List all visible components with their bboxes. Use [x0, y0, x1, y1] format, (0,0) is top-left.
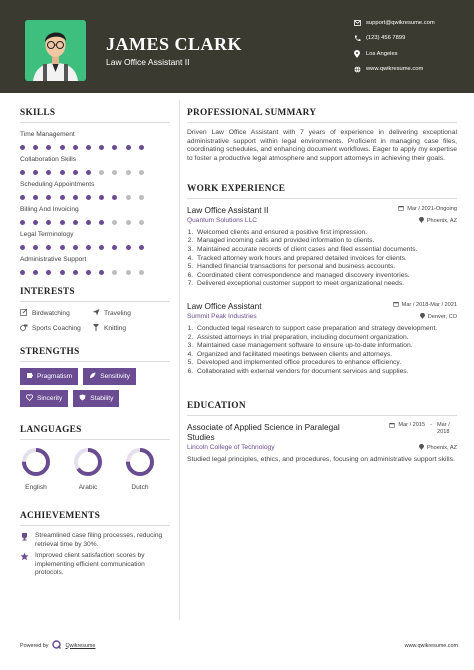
- interest-label: Traveling: [104, 309, 131, 317]
- right-column: [187, 108, 457, 464]
- skill-rating: [20, 266, 170, 279]
- rating-dot-empty: [126, 220, 131, 225]
- calendar-icon: [393, 301, 399, 309]
- job-bullet: 4. Tracked attorney work hours and prepared detailed invoices for clients.: [195, 255, 457, 264]
- rating-dot-filled: [99, 270, 104, 275]
- trophy-icon: [20, 532, 29, 549]
- job-bullet: 2. Assisted attorneys in trial preparation, including document organization.: [195, 334, 457, 343]
- yarn-icon: [92, 323, 100, 333]
- whistle-icon: [20, 323, 28, 333]
- strength-label: Stability: [90, 395, 114, 402]
- rating-dot-filled: [73, 170, 78, 175]
- rating-dot-filled: [86, 195, 91, 200]
- job-bullet: 7. Delivered exceptional customer support to meet organizational needs.: [195, 280, 457, 289]
- rating-dot-filled: [46, 245, 51, 250]
- rating-dot-filled: [86, 145, 91, 150]
- language-label: Dutch: [131, 484, 149, 491]
- footer: [20, 640, 458, 651]
- job-company: Summit Peak Industries: [187, 312, 257, 320]
- rating-dot-filled: [99, 195, 104, 200]
- resume-header: [0, 0, 474, 93]
- education-heading: EDUCATION: [187, 400, 246, 411]
- calendar-icon: [389, 422, 395, 430]
- summary-text: Driven Law Office Assistant with 7 years of experience in delivering exceptional administrative support within legal environments. Proficient in managing case files, coordinating schedules, and enhancing document workflows. Eager to apply my expertise to foster a productive legal atmosphere and support attorneys in achieving their goals.: [187, 129, 457, 163]
- interest-label: Knitting: [104, 324, 126, 332]
- rating-dot-filled: [73, 220, 78, 225]
- column-divider: [179, 100, 180, 620]
- strength-tag: [83, 368, 136, 385]
- rating-dot-filled: [20, 170, 25, 175]
- rating-dot-filled: [20, 270, 25, 275]
- rating-dot-empty: [112, 270, 117, 275]
- candidate-name: JAMES CLARK: [106, 34, 243, 54]
- rating-dot-filled: [20, 245, 25, 250]
- job-location-text: Phoenix, AZ: [426, 217, 457, 224]
- rating-dot-filled: [99, 220, 104, 225]
- skill-label: Billing And Invoicing: [20, 206, 79, 213]
- job-bullet: 6. Collaborated with external vendors for document services and supplies.: [195, 368, 457, 377]
- contact-email[interactable]: [353, 15, 471, 31]
- achievements-rule: [20, 525, 170, 526]
- skill-rating: [20, 166, 170, 179]
- strength-tag: [20, 368, 78, 385]
- candidate-role: Law Office Assistant II: [106, 57, 190, 67]
- job-bullet: 1. Welcomed clients and ensured a positive first impression.: [195, 229, 457, 238]
- job-location: [420, 313, 457, 321]
- rating-dot-filled: [86, 170, 91, 175]
- rating-dot-filled: [139, 245, 144, 250]
- rating-dot-empty: [139, 270, 144, 275]
- interests-heading: INTERESTS: [20, 287, 75, 297]
- education-description: Studied legal principles, ethics, and procedures, focusing on administrative support skills.: [187, 455, 455, 463]
- strength-tag: [73, 390, 119, 407]
- rating-dot-filled: [112, 145, 117, 150]
- job-company: Quantum Solutions LLC: [187, 216, 258, 224]
- phone-icon: [353, 34, 361, 42]
- avatar-illustration: [25, 20, 86, 81]
- job-dates: [398, 205, 457, 213]
- job-bullet: 6. Coordinated client correspondence and managed discovery inventories.: [195, 272, 457, 281]
- job-bullets: [187, 229, 457, 289]
- rating-dot-filled: [20, 145, 25, 150]
- rating-dot-empty: [126, 270, 131, 275]
- rating-dot-filled: [46, 270, 51, 275]
- language-item: [72, 446, 104, 491]
- achievements-heading: ACHIEVEMENTS: [20, 511, 101, 521]
- skill-label: Scheduling Appointments: [20, 181, 95, 188]
- job-location: [419, 217, 457, 225]
- skill-rating: [20, 216, 170, 229]
- skill-label: Collaboration Skills: [20, 156, 77, 163]
- rating-dot-filled: [20, 220, 25, 225]
- globe-icon: [353, 65, 361, 73]
- job-bullet: 5. Developed and implemented office procedures to enhance efficiency.: [195, 359, 457, 368]
- rating-dot-filled: [112, 195, 117, 200]
- rating-dot-filled: [46, 195, 51, 200]
- strength-tag: [20, 390, 68, 407]
- achievement-text: Improved client satisfaction scores by implementing efficient communication protocols.: [35, 552, 145, 577]
- achievement-item: [20, 532, 170, 549]
- footer-brand: [20, 640, 95, 651]
- check-shield-icon: [79, 394, 86, 403]
- rating-dot-filled: [60, 195, 65, 200]
- job-bullet: 5. Handled financial transactions for personal and business accounts.: [195, 263, 457, 272]
- languages-list: [20, 446, 170, 491]
- strengths-rule: [20, 361, 170, 362]
- powered-by-label: Powered by: [20, 642, 49, 649]
- achievement-text: Streamlined case filing processes, reducing retrieval time by 30%.: [35, 532, 163, 548]
- summary-heading: PROFESSIONAL SUMMARY: [187, 108, 317, 118]
- email-icon: [353, 19, 361, 27]
- job-bullet: 3. Maintained case management software to ensure up-to-date information.: [195, 342, 457, 351]
- rating-dot-filled: [46, 170, 51, 175]
- school-location: [419, 444, 457, 452]
- school-name: Lincoln College of Technology: [187, 443, 275, 451]
- rating-dot-filled: [86, 270, 91, 275]
- heart-icon: [26, 394, 33, 403]
- contact-location: [353, 46, 471, 62]
- rating-dot-filled: [112, 245, 117, 250]
- brand-name: Qwikresume: [65, 642, 96, 649]
- interest-label: Sports Coaching: [32, 324, 81, 332]
- rating-dot-empty: [139, 220, 144, 225]
- education-rule: [187, 415, 457, 416]
- skill-label: Legal Terminology: [20, 231, 74, 238]
- rating-dot-filled: [139, 145, 144, 150]
- degree-title: Associate of Applied Science in Paralegal Studies: [187, 421, 340, 442]
- calendar-icon: [398, 205, 404, 213]
- rating-dot-filled: [33, 195, 38, 200]
- rating-dot-filled: [46, 145, 51, 150]
- job-dates-text: Mar / 2021-Ongoing: [407, 205, 457, 212]
- pencil-icon: [20, 308, 28, 318]
- interest-label: Birdwatching: [32, 309, 70, 317]
- skill-rating: [20, 141, 170, 154]
- qwikresume-logo-icon: [52, 640, 61, 651]
- language-label: Arabic: [78, 484, 98, 491]
- location-pin-icon: [419, 217, 424, 225]
- rating-dot-filled: [86, 245, 91, 250]
- rating-dot-filled: [60, 145, 65, 150]
- job-bullet: 3. Maintained accurate records of client cases and filed essential documents.: [195, 246, 457, 255]
- rating-dot-filled: [46, 220, 51, 225]
- school-location-text: Phoenix, AZ: [426, 444, 457, 451]
- strength-label: Pragmatism: [37, 373, 73, 380]
- left-column: [20, 108, 170, 581]
- experience-rule: [187, 198, 457, 199]
- contact-phone-text: (123) 456 7899: [366, 35, 406, 42]
- job-location-text: Denver, CO: [427, 313, 457, 320]
- skills-heading: SKILLS: [20, 108, 56, 118]
- rating-dot-filled: [20, 195, 25, 200]
- interests-list: [20, 308, 170, 333]
- rating-dot-filled: [60, 245, 65, 250]
- rating-dot-filled: [33, 270, 38, 275]
- rating-dot-filled: [60, 170, 65, 175]
- contact-location-text: Los Angeles: [366, 50, 398, 57]
- strength-label: Sensitivity: [100, 373, 130, 380]
- contact-block: [353, 15, 471, 77]
- contact-website[interactable]: [353, 62, 471, 78]
- rating-dot-filled: [126, 145, 131, 150]
- education-entry: [187, 422, 457, 465]
- job-title: Law Office Assistant: [187, 300, 262, 311]
- language-label: English: [25, 484, 47, 491]
- job-dates: [393, 301, 457, 309]
- job-entry: [187, 301, 457, 377]
- rating-dot-filled: [73, 195, 78, 200]
- airplane-icon: [92, 308, 100, 318]
- rating-dot-empty: [99, 170, 104, 175]
- location-pin-icon: [419, 444, 424, 452]
- location-pin-icon: [353, 50, 361, 58]
- puzzle-icon: [26, 372, 33, 381]
- rating-dot-filled: [33, 220, 38, 225]
- rating-dot-filled: [33, 145, 38, 150]
- rating-dot-filled: [99, 145, 104, 150]
- achievement-item: [20, 552, 170, 578]
- rating-dot-filled: [73, 270, 78, 275]
- interest-item: [92, 323, 164, 333]
- languages-heading: LANGUAGES: [20, 425, 82, 435]
- strengths-list: [20, 368, 170, 407]
- language-level-ring: [124, 446, 156, 478]
- language-level-ring: [20, 446, 52, 478]
- rating-dot-empty: [112, 170, 117, 175]
- summary-rule: [187, 122, 457, 123]
- job-bullets: [187, 325, 457, 377]
- rating-dot-filled: [73, 245, 78, 250]
- skills-rule: [20, 122, 170, 123]
- footer-website[interactable]: www.qwikresume.com: [404, 642, 458, 649]
- education-dates: Mar / 2015 - Mar / 2018: [389, 422, 457, 436]
- contact-phone[interactable]: [353, 31, 471, 47]
- rating-dot-empty: [139, 195, 144, 200]
- rating-dot-filled: [73, 145, 78, 150]
- rating-dot-empty: [126, 195, 131, 200]
- rating-dot-empty: [126, 170, 131, 175]
- job-bullet: 2. Managed incoming calls and provided information to clients.: [195, 237, 457, 246]
- job-bullet: 4. Organized and facilitated meetings between clients and attorneys.: [195, 351, 457, 360]
- education-date-end: Mar / 2018: [437, 421, 450, 435]
- experience-heading: WORK EXPERIENCE: [187, 183, 286, 194]
- interests-rule: [20, 301, 170, 302]
- rating-dot-filled: [33, 245, 38, 250]
- profile-photo: [25, 20, 86, 81]
- skill-label: Administrative Support: [20, 256, 87, 263]
- rating-dot-filled: [60, 270, 65, 275]
- language-item: [20, 446, 52, 491]
- rating-dot-filled: [60, 220, 65, 225]
- job-bullet: 1. Conducted legal research to support case preparation and strategy development.: [195, 325, 457, 334]
- job-dates-text: Mar / 2018-Mar / 2021: [401, 301, 457, 308]
- job-entry: [187, 205, 457, 289]
- education-date-start: Mar / 2015: [398, 421, 426, 428]
- rating-dot-empty: [139, 170, 144, 175]
- skill-rating: [20, 191, 170, 204]
- job-title: Law Office Assistant II: [187, 204, 269, 215]
- rating-dot-filled: [99, 245, 104, 250]
- interest-item: [20, 308, 92, 318]
- rating-dot-empty: [112, 220, 117, 225]
- skills-list: [20, 129, 170, 279]
- strengths-heading: STRENGTHS: [20, 347, 80, 357]
- feather-icon: [89, 372, 96, 381]
- language-item: [124, 446, 156, 491]
- strength-label: Sincerity: [37, 395, 63, 402]
- language-level-ring: [72, 446, 104, 478]
- rating-dot-filled: [86, 220, 91, 225]
- rating-dot-filled: [33, 170, 38, 175]
- contact-email-text: support@qwikresume.com: [366, 19, 435, 26]
- rating-dot-filled: [126, 245, 131, 250]
- languages-rule: [20, 439, 170, 440]
- contact-website-text: www.qwikresume.com: [366, 66, 424, 73]
- skill-rating: [20, 241, 170, 254]
- interest-item: [92, 308, 164, 318]
- star-icon: [20, 552, 29, 578]
- skill-label: Time Management: [20, 131, 75, 138]
- interest-item: [20, 323, 92, 333]
- location-pin-icon: [420, 313, 425, 321]
